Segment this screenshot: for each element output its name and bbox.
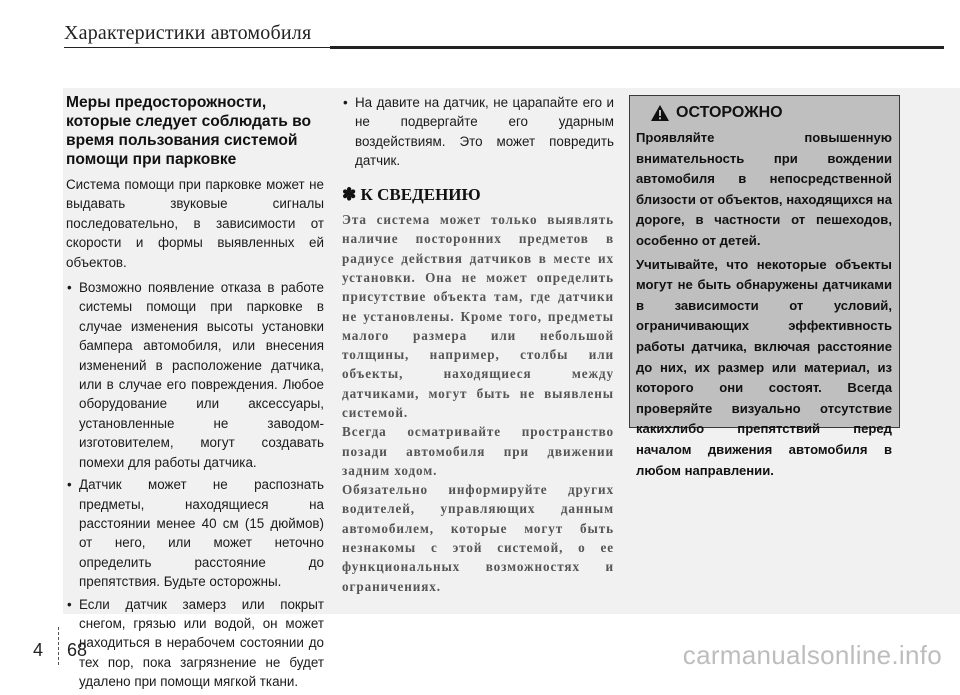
asterisk-icon: ✽ [342,184,357,204]
watermark: carmanualsonline.info [682,640,942,670]
precaution-list [66,278,324,692]
warning-paragraph: Проявляйте повышенную внимательность при вождении автомобиля в непосредственной близости от объектов, находящихся на дороге, в частности от пешеходов, особенно от детей. [636,130,892,248]
intro-paragraph: Система помощи при парковке может не выдавать звуковые сигналы последовательно, в зависимости от скорости и формы выявленных ей объектов. [66,177,324,270]
notice-paragraph: Эта система может только выявлять наличие посторонних предметов в радиусе действия датчиков в месте их установки. Она не может определить присутствие объекта там, где датчики не установлены. Кроме того, предметы малого размера или небольшой толщины, например, столбы или объекты, находящиеся между датчиками, могут быть не выявлены системой. [342,212,614,420]
notice-paragraph: Обязательно информируйте других водителей, управляющих данным автомобилем, которые могут быть незнакомы с этой системой, о ее функциональных возможностях и ограничениях. [342,482,614,594]
sensor-care-list [342,93,614,171]
list-item: • Возможно появление отказа в работе системы помощи при парковке в случае изменения высоты установки бампера автомобиля, или внесения изменений в расположение датчика, или в случае его повреждения. Любое оборудование или аксессуары, установленные не заводом-изготовителем, могут создавать помехи для работы датчика. [66,278,324,472]
warning-triangle-icon [650,104,670,122]
middle-column [342,93,614,596]
notice-paragraph: Всегда осматривайте пространство позади автомобиля при движении задним ходом. [342,424,614,478]
warning-title-text: ОСТОРОЖНО [676,104,783,121]
header-rule-accent [330,46,944,49]
footer-separator [58,627,59,665]
list-item: • На давите на датчик, не царапайте его и не подвергайте его ударным воздействиям. Это может повредить датчик. [342,93,614,171]
page-number: 68 [67,640,88,660]
warning-title [650,104,892,122]
chapter-number: 4 [33,640,44,660]
warning-box [629,95,900,478]
page-header-title: Характеристики автомобиля [64,22,312,44]
notice-heading [342,185,614,204]
section-title: Меры предосторожности, которые следует соблюдать во время пользования системой помощи при парковке [66,94,312,168]
list-item: • Датчик может не распознать предметы, находящиеся на расстоянии менее 40 см (15 дюймов) от него, или может неточно определить расстояние до препятствия. Будьте осторожны. [66,475,324,591]
left-column [66,93,324,695]
notice-heading-text: К СВЕДЕНИЮ [360,184,481,204]
list-item: • Если датчик замерз или покрыт снегом, грязью или водой, он может находиться в нерабочем состоянии до тех пор, пока загрязнение не будет удалено при помощи мягкой ткани. [66,595,324,692]
warning-paragraph: Учитывайте, что некоторые объекты могут не быть обнаружены датчиками в зависимости от условий, ограничивающих эффективность работы датчика, включая расстояние до них, их размер или материал, из которого они состоят. Всегда проверяйте визуально отсутствие какихлибо препятствий перед началом движения автомобиля в любом направлении. [636,256,892,478]
